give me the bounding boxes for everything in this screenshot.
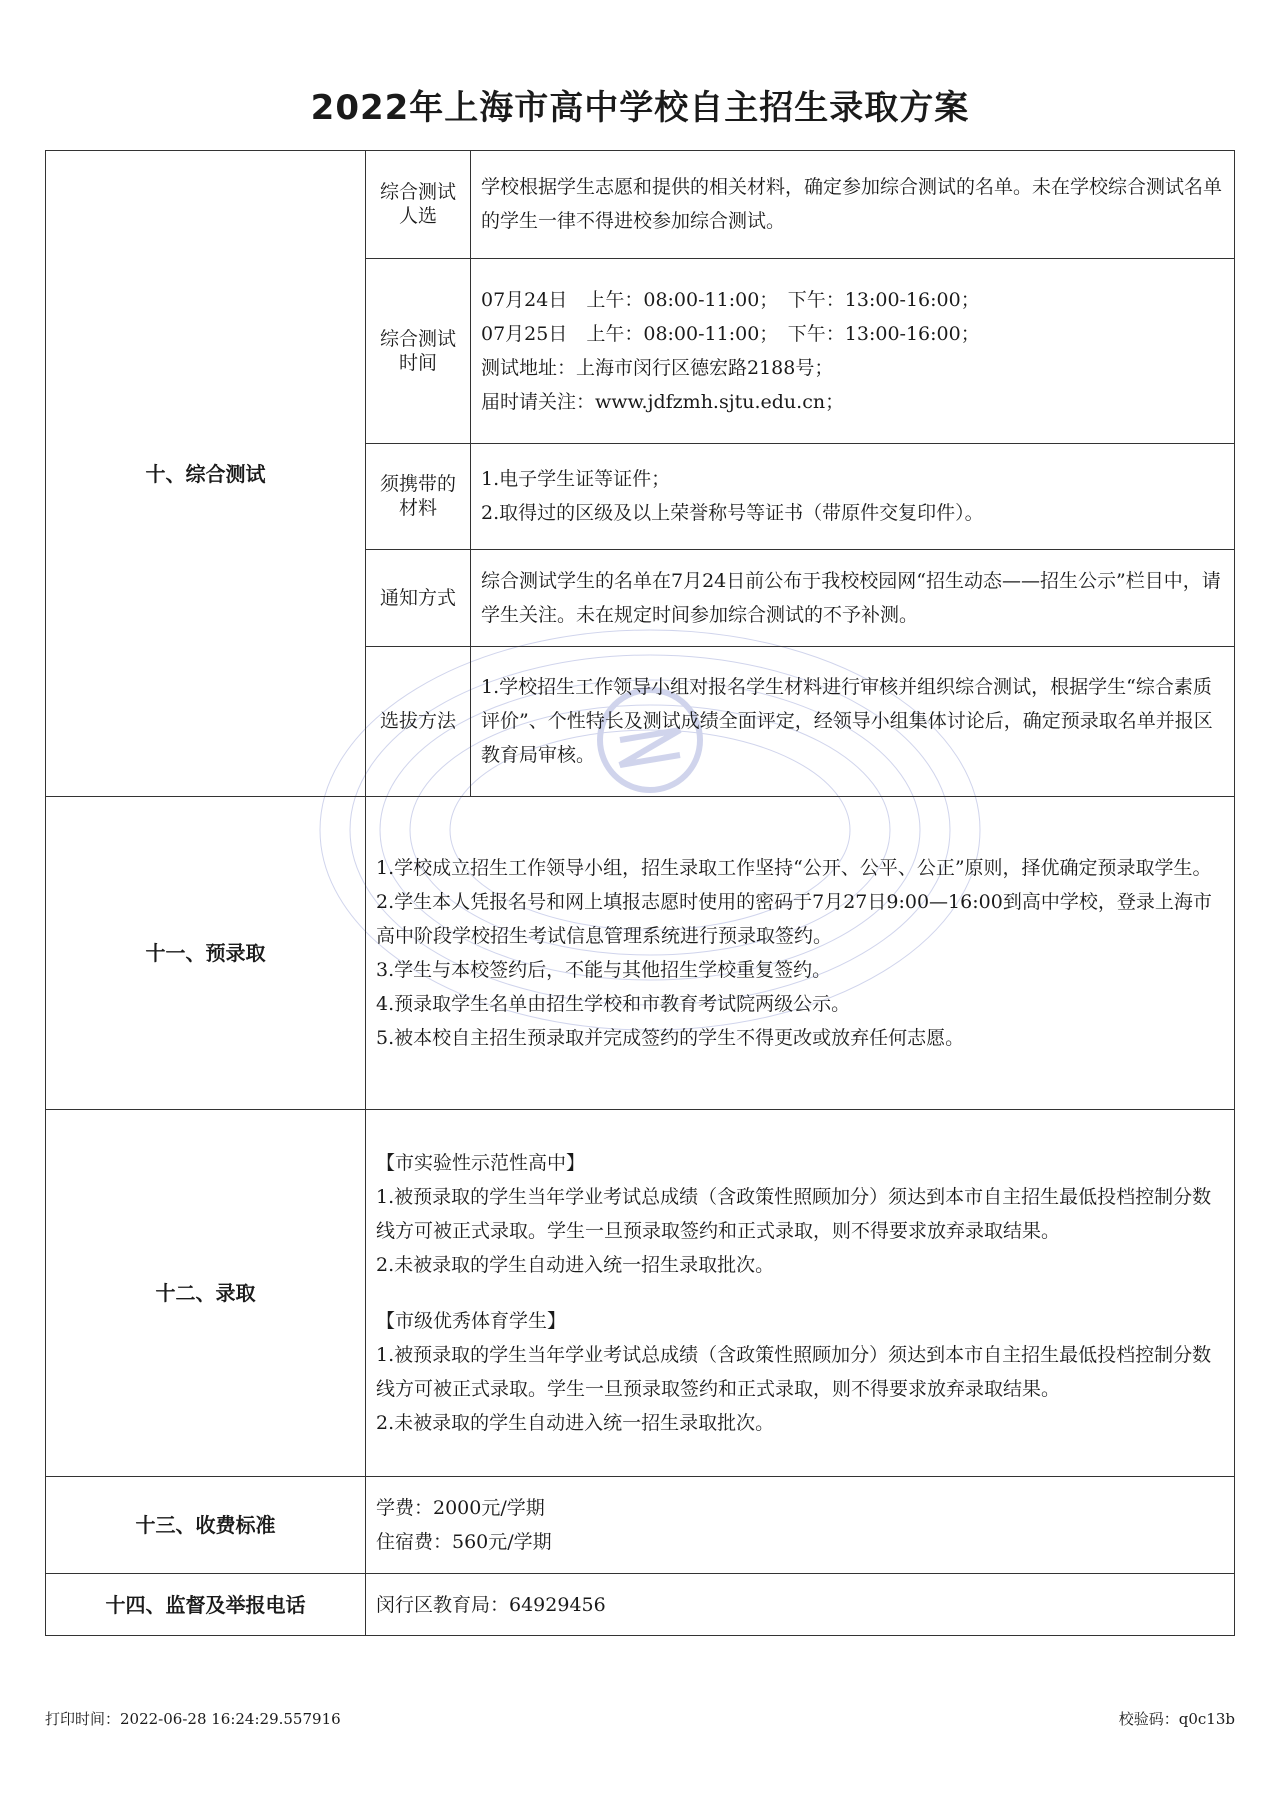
- pre-admission-line: 1.学校成立招生工作领导小组，招生录取工作坚持“公开、公平、公正”原则，择优确定预录取学生。: [376, 857, 1212, 879]
- accommodation-fee: 住宿费：560元/学期: [376, 1531, 552, 1553]
- test-time-line: 07月24日 上午：08:00-11:00； 下午：13:00-16:00；: [481, 288, 980, 311]
- test-time-line: 07月25日 上午：08:00-11:00； 下午：13:00-16:00；: [481, 322, 980, 345]
- test-address-line: 测试地址：上海市闵行区德宏路2188号；: [481, 356, 834, 379]
- section-content-11: [366, 797, 1235, 1110]
- content-selection: 1.学校招生工作领导小组对报名学生材料进行审核并组织综合测试，根据学生“综合素质评价”、个性特长及测试成绩全面评定，经领导小组集体讨论后，确定预录取名单并报区教育局审核。: [481, 676, 1213, 767]
- section-content-10: [366, 151, 1235, 797]
- section-heading-13: 十三、收费标准: [46, 1477, 366, 1574]
- page-title: 2022年上海市高中学校自主招生录取方案: [310, 88, 970, 128]
- admission-line: 2.未被录取的学生自动进入统一招生录取批次。: [376, 1254, 775, 1276]
- admission-plan-table: [45, 150, 1235, 1636]
- content-notice: 综合测试学生的名单在7月24日前公布于我校校园网“招生动态——招生公示”栏目中，请学生关注。未在规定时间参加综合测试的不予补测。: [471, 549, 1235, 646]
- content-materials: [471, 443, 1235, 549]
- subrow-materials: [366, 443, 1234, 549]
- subrow-selection: [366, 646, 1234, 796]
- section-heading-12: 十二、录取: [46, 1110, 366, 1477]
- admission-line: 2.未被录取的学生自动进入统一招生录取批次。: [376, 1412, 775, 1434]
- subrow-test-time: [366, 258, 1234, 443]
- subrow-notice: [366, 549, 1234, 646]
- admission-line: 1.被预录取的学生当年学业考试总成绩（含政策性照顾加分）须达到本市自主招生最低投档控制分数线方可被正式录取。学生一旦预录取签约和正式录取，则不得要求放弃录取结果。: [376, 1186, 1212, 1242]
- section-row-10: [46, 151, 1235, 797]
- material-line: 1.电子学生证等证件；: [481, 468, 671, 490]
- report-phone: 闵行区教育局：64929456: [366, 1574, 1235, 1636]
- pre-admission-line: 3.学生与本校签约后，不能与其他招生学校重复签约。: [376, 959, 832, 981]
- section-row-11: [46, 797, 1235, 1110]
- section-row-13: [46, 1477, 1235, 1574]
- subrow-candidates: [366, 151, 1234, 258]
- section-row-12: [46, 1110, 1235, 1477]
- section-row-14: [46, 1574, 1235, 1636]
- pre-admission-line: 5.被本校自主招生预录取并完成签约的学生不得更改或放弃任何志愿。: [376, 1027, 965, 1049]
- group-title: 【市级优秀体育学生】: [376, 1310, 567, 1332]
- admission-line: 1.被预录取的学生当年学业考试总成绩（含政策性照顾加分）须达到本市自主招生最低投档控制分数线方可被正式录取。学生一旦预录取签约和正式录取，则不得要求放弃录取结果。: [376, 1344, 1212, 1400]
- section-heading-10: 十、综合测试: [46, 151, 366, 797]
- check-code: 校验码：q0c13b: [1118, 1710, 1235, 1728]
- tuition-fee: 学费：2000元/学期: [376, 1497, 545, 1519]
- pre-admission-line: 4.预录取学生名单由招生学校和市教育考试院两级公示。: [376, 993, 851, 1015]
- label-test-time: 综合测试 时间: [366, 258, 471, 443]
- test-website-line: 届时请关注：www.jdfzmh.sjtu.edu.cn；: [481, 390, 845, 413]
- print-time: 打印时间：2022-06-28 16:24:29.557916: [45, 1710, 341, 1728]
- material-line: 2.取得过的区级及以上荣誉称号等证书（带原件交复印件）。: [481, 502, 984, 524]
- label-selection: 选拔方法: [366, 646, 471, 796]
- group-title: 【市实验性示范性高中】: [376, 1152, 586, 1174]
- section-heading-14: 十四、监督及举报电话: [46, 1574, 366, 1636]
- label-notice: 通知方式: [366, 549, 471, 646]
- pre-admission-line: 2.学生本人凭报名号和网上填报志愿时使用的密码于7月27日9:00—16:00到高中学校，登录上海市高中阶段学校招生考试信息管理系统进行预录取签约。: [376, 891, 1212, 947]
- label-materials: 须携带的 材料: [366, 443, 471, 549]
- section-heading-11: 十一、预录取: [46, 797, 366, 1110]
- content-test-time: [471, 258, 1235, 443]
- label-test-candidates: 综合测试 人选: [366, 151, 471, 258]
- content-test-candidates: 学校根据学生志愿和提供的相关材料，确定参加综合测试的名单。未在学校综合测试名单的学生一律不得进校参加综合测试。: [471, 151, 1235, 258]
- section-content-13: [366, 1477, 1235, 1574]
- section-content-12: [366, 1110, 1235, 1477]
